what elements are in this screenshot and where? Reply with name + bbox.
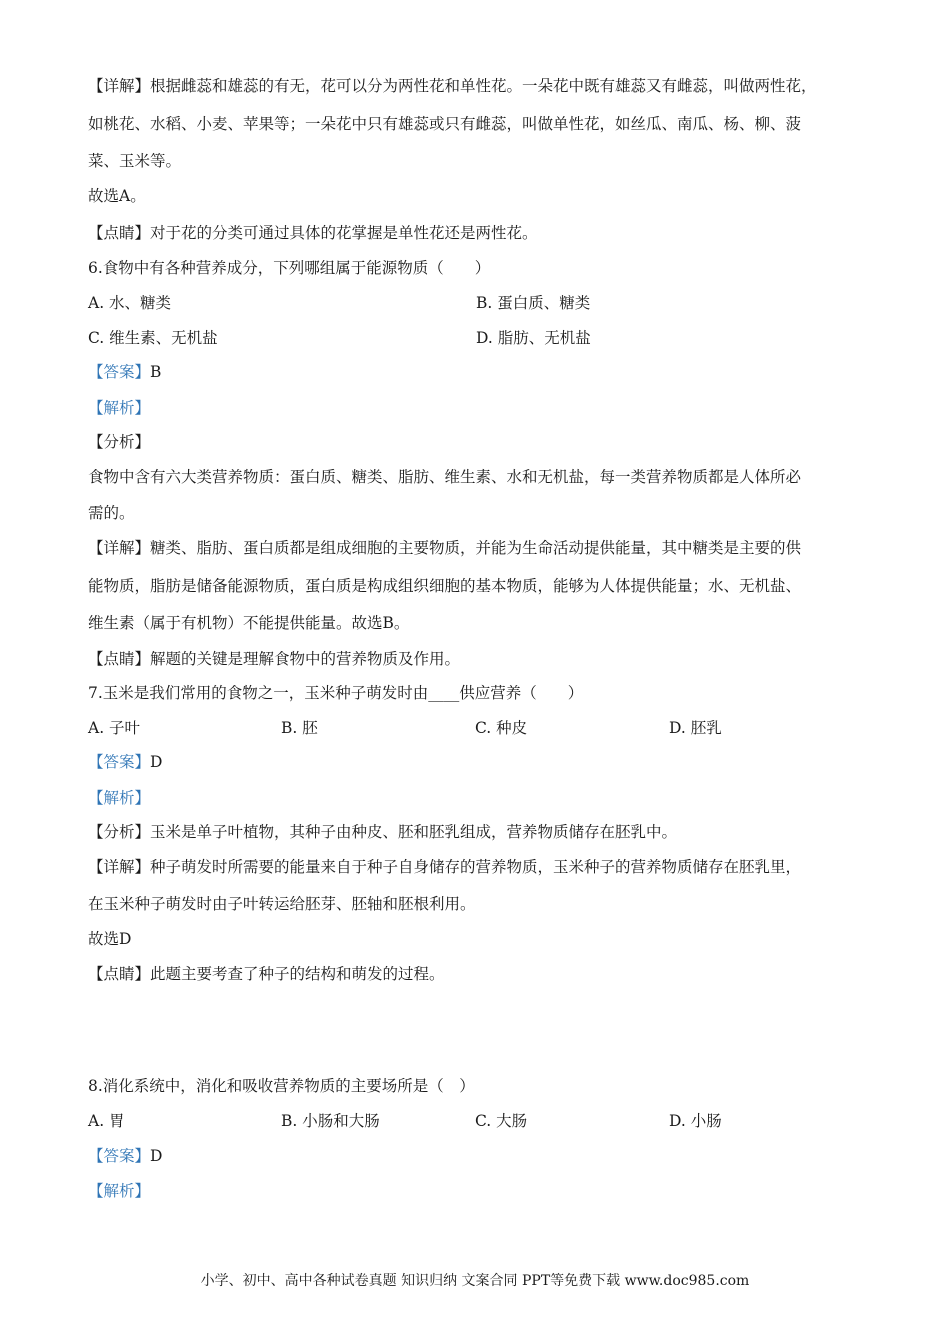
q8-option-a: A. 胃 <box>88 1112 125 1130</box>
q8-answer-label: 【答案】 <box>88 1147 151 1165</box>
q6-comment: 【点睛】解题的关键是理解食物中的营养物质及作用。 <box>88 650 461 668</box>
q8-option-b: B. 小肠和大肠 <box>281 1112 380 1130</box>
q5-detail-line-3: 菜、玉米等。 <box>88 152 182 170</box>
q6-question: 6.食物中有各种营养成分，下列哪组属于能源物质（ ） <box>88 259 491 277</box>
q7-detail-line-1: 【详解】种子萌发时所需要的能量来自于种子自身储存的营养物质，玉米种子的营养物质储存在胚乳里， <box>88 858 802 876</box>
q6-detail-line-2: 能物质，脂肪是储备能源物质，蛋白质是构成组织细胞的基本物质，能够为人体提供能量；水、无机盐、 <box>88 577 802 595</box>
q6-analysis-line-1: 食物中含有六大类营养物质：蛋白质、糖类、脂肪、维生素、水和无机盐，每一类营养物质都是人体所必 <box>88 468 802 486</box>
q7-comment: 【点睛】此题主要考查了种子的结构和萌发的过程。 <box>88 965 445 983</box>
q8-answer-value: D <box>150 1147 163 1165</box>
q6-analysis-head: 【分析】 <box>88 433 151 451</box>
q7-question: 7.玉米是我们常用的食物之一，玉米种子萌发时由____供应营养（ ） <box>88 684 584 702</box>
q5-choose: 故选A。 <box>88 187 146 205</box>
q7-option-b: B. 胚 <box>281 719 318 737</box>
q6-detail-line-3: 维生素（属于有机物）不能提供能量。故选B。 <box>88 614 410 632</box>
q8-option-c: C. 大肠 <box>475 1112 528 1130</box>
q5-detail-line-1: 【详解】根据雌蕊和雄蕊的有无，花可以分为两性花和单性花。一朵花中既有雄蕊又有雌蕊，叫做两性花， <box>88 77 817 95</box>
q5-detail-line-2: 如桃花、水稻、小麦、苹果等；一朵花中只有雄蕊或只有雌蕊，叫做单性花，如丝瓜、南瓜、杨、柳、菠 <box>88 115 802 133</box>
q8-analysis-label: 【解析】 <box>88 1182 151 1200</box>
q7-answer-label: 【答案】 <box>88 753 151 771</box>
q5-comment: 【点睛】对于花的分类可通过具体的花掌握是单性花还是两性花。 <box>88 224 538 242</box>
q7-choose: 故选D <box>88 930 132 948</box>
page-footer: 小学、初中、高中各种试卷真题 知识归纳 文案合同 PPT等免费下载 www.doc985.com <box>200 1273 750 1289</box>
q7-option-a: A. 子叶 <box>88 719 141 737</box>
q7-answer <box>88 752 162 772</box>
q8-question: 8.消化系统中，消化和吸收营养物质的主要场所是（ ） <box>88 1077 475 1095</box>
q8-option-d: D. 小肠 <box>669 1112 722 1130</box>
q6-option-d: D. 脂肪、无机盐 <box>476 329 591 347</box>
q7-option-c: C. 种皮 <box>475 719 528 737</box>
q7-detail-line-2: 在玉米种子萌发时由子叶转运给胚芽、胚轴和胚根利用。 <box>88 895 476 913</box>
q8-answer <box>88 1146 162 1166</box>
q6-analysis-line-2: 需的。 <box>88 504 135 522</box>
q6-analysis-label: 【解析】 <box>88 399 151 417</box>
q6-answer-label: 【答案】 <box>88 363 151 381</box>
q7-answer-value: D <box>150 753 163 771</box>
q6-answer-value: B <box>150 363 162 381</box>
q7-analysis: 【分析】玉米是单子叶植物，其种子由种皮、胚和胚乳组成，营养物质储存在胚乳中。 <box>88 823 678 841</box>
q6-answer <box>88 362 161 382</box>
q6-option-a: A. 水、糖类 <box>88 294 172 312</box>
q7-analysis-label: 【解析】 <box>88 789 151 807</box>
q6-option-b: B. 蛋白质、糖类 <box>476 294 591 312</box>
q7-option-d: D. 胚乳 <box>669 719 722 737</box>
q6-detail-line-1: 【详解】糖类、脂肪、蛋白质都是组成细胞的主要物质，并能为生命活动提供能量，其中糖类是主要的供 <box>88 539 802 557</box>
q6-option-c: C. 维生素、无机盐 <box>88 329 218 347</box>
